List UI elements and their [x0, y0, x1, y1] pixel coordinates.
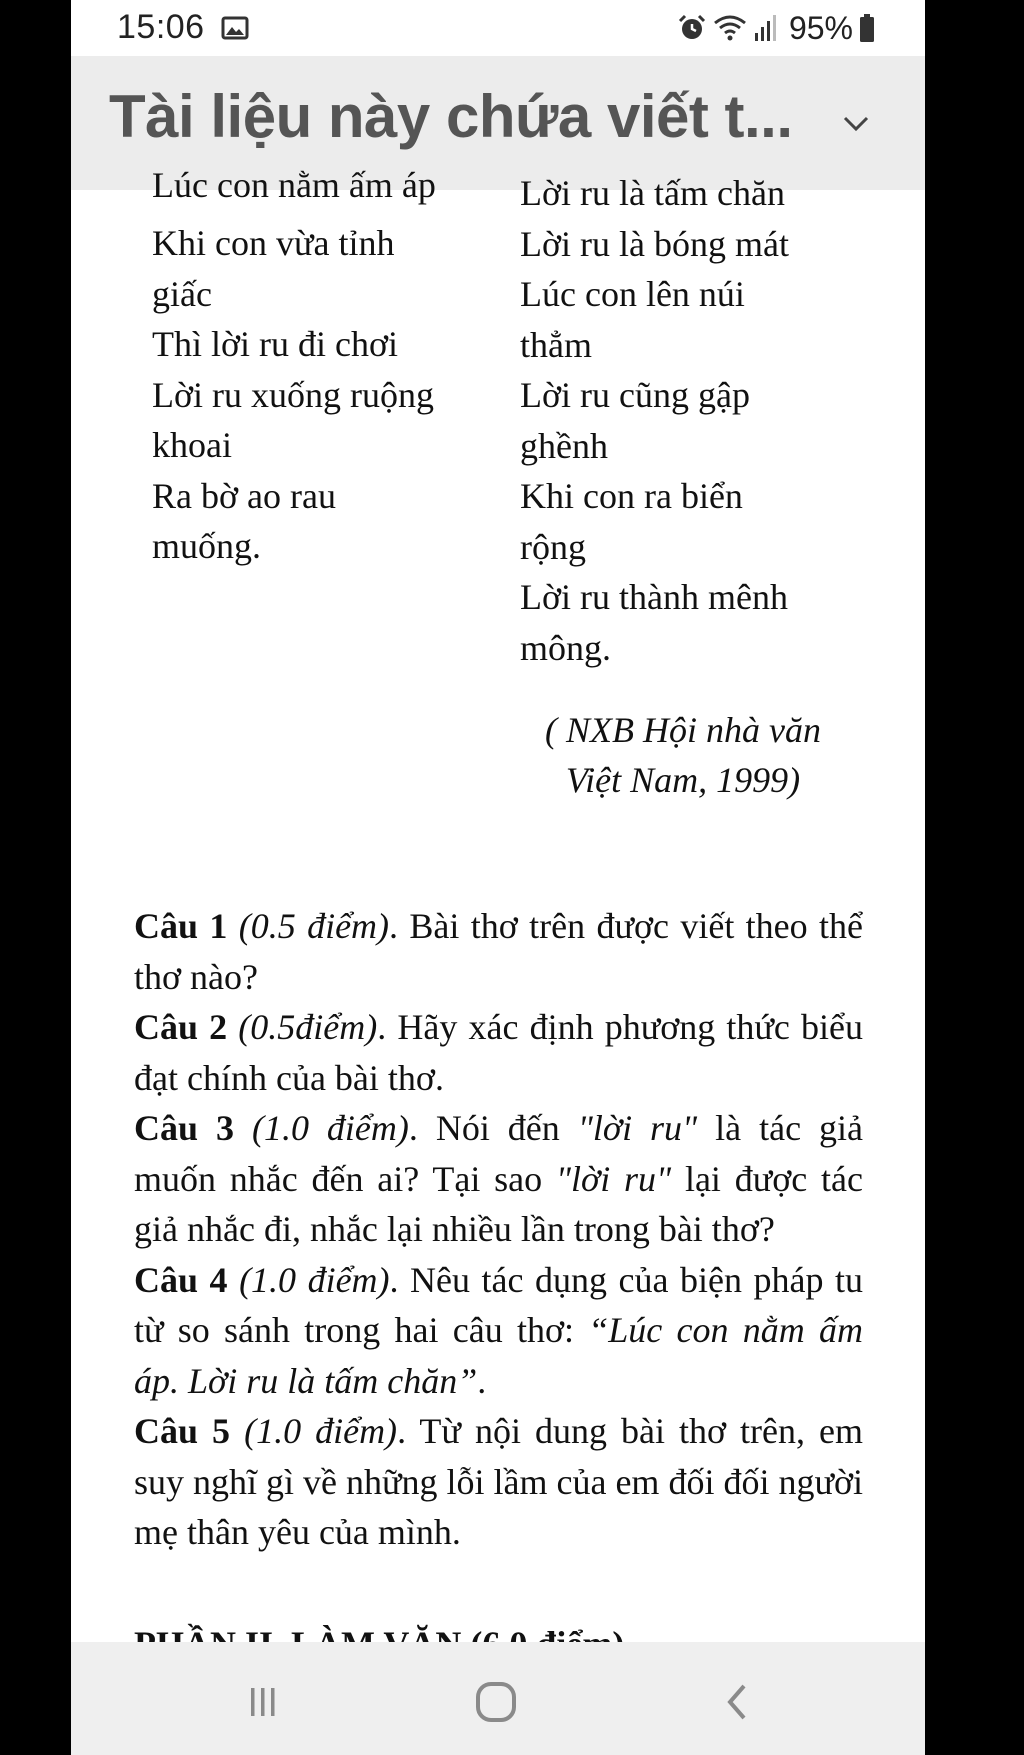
poem-line: muống.	[152, 526, 262, 566]
chevron-down-icon[interactable]	[839, 106, 873, 140]
poem-line: ghềnh	[520, 425, 608, 466]
poem-line: khoai	[152, 425, 232, 465]
poem-line: Lời ru xuống ruộng	[152, 374, 435, 415]
alarm-icon	[677, 13, 707, 43]
question-score: (0.5 điểm)	[238, 906, 390, 946]
question-score: (0.5điểm)	[238, 1007, 378, 1047]
question-text: . Bài thơ trên được viết theo thể thơ nào?	[134, 906, 863, 997]
question-text: . Hãy xác định phương thức biểu đạt chính của bài thơ.	[134, 1007, 863, 1098]
question-score: (1.0 điểm)	[244, 1411, 398, 1451]
question-label: Câu 4	[134, 1259, 228, 1300]
question-quote: “Lúc con nằm ấm áp. Lời ru là tấm chăn”	[134, 1310, 864, 1401]
poem-line: Khi con vừa tỉnh	[152, 223, 395, 263]
battery-icon	[859, 13, 875, 43]
poem-line: Lời ru là bóng mát	[520, 223, 789, 264]
battery-percent: 95%	[788, 9, 853, 46]
question-score: (1.0 điểm)	[239, 1259, 390, 1300]
poem-line: rộng	[520, 526, 586, 567]
status-bar	[71, 0, 925, 56]
question-text: lại được tác giả nhắc đi, nhắc lại nhiều lần trong bài thơ?	[134, 1158, 863, 1249]
home-button[interactable]	[466, 1672, 526, 1732]
document-title: Tài liệu này chứa viết t...	[109, 83, 793, 150]
poem-cut-line-right: Lời ru là tấm chăn	[520, 173, 785, 213]
recent-apps-icon	[243, 1682, 283, 1722]
home-icon	[473, 1679, 519, 1725]
question-label: Câu 1	[134, 906, 228, 946]
question-text: . Nói đến	[408, 1108, 578, 1148]
wifi-icon	[713, 13, 747, 43]
question-5	[134, 1406, 863, 1558]
recent-apps-button[interactable]	[233, 1672, 293, 1732]
question-4	[134, 1255, 863, 1407]
question-1	[134, 901, 863, 1002]
navigation-bar	[71, 1642, 925, 1755]
poem-column-right	[520, 168, 846, 673]
question-3	[134, 1103, 863, 1255]
poem-column-left	[152, 218, 486, 572]
question-text: . Nêu tác dụng của biện pháp tu từ so sánh trong hai câu thơ:	[134, 1259, 863, 1350]
back-button[interactable]	[708, 1672, 768, 1732]
question-label: Câu 2	[134, 1007, 228, 1047]
question-list	[134, 901, 863, 1558]
question-2	[134, 1002, 863, 1103]
poem-line: giấc	[152, 273, 212, 314]
poem-source	[520, 705, 846, 805]
poem-line: mông.	[520, 627, 612, 668]
question-label: Câu 5	[134, 1411, 231, 1451]
poem-line: thẳm	[520, 324, 592, 365]
document-content[interactable]	[71, 165, 925, 1642]
question-quote: "lời ru"	[555, 1158, 672, 1199]
poem-line: Thì lời ru đi chơi	[152, 324, 399, 364]
poem-line: Ra bờ ao rau	[152, 475, 336, 516]
poem-line: Lời ru cũng gập	[520, 375, 750, 415]
phone-screen	[71, 0, 925, 1755]
question-quote: "lời ru"	[577, 1108, 698, 1148]
question-text: là tác giả muốn nhắc đến ai? Tại sao	[134, 1108, 863, 1199]
source-line: ( NXB Hội nhà văn	[545, 710, 821, 750]
poem-line: Khi con ra biển	[520, 476, 743, 516]
poem-cut-line-left: Lúc con nằm ấm áp	[152, 165, 436, 205]
signal-icon	[753, 13, 777, 43]
question-text: .	[477, 1360, 487, 1401]
back-icon	[718, 1682, 758, 1722]
status-indicators	[677, 8, 881, 48]
poem-line: Lúc con lên núi	[520, 274, 745, 314]
question-label: Câu 3	[134, 1108, 234, 1148]
source-line: Việt Nam, 1999)	[565, 760, 801, 800]
status-time: 15:06	[117, 8, 205, 46]
poem-line: Lời ru thành mênh	[520, 577, 788, 617]
image-icon	[221, 16, 249, 40]
question-text: . Từ nội dung bài thơ trên, em suy nghĩ gì về những lỗi lầm của em đối đối người mẹ thân yêu của mình.	[134, 1411, 864, 1552]
question-score: (1.0 điểm)	[251, 1108, 409, 1148]
